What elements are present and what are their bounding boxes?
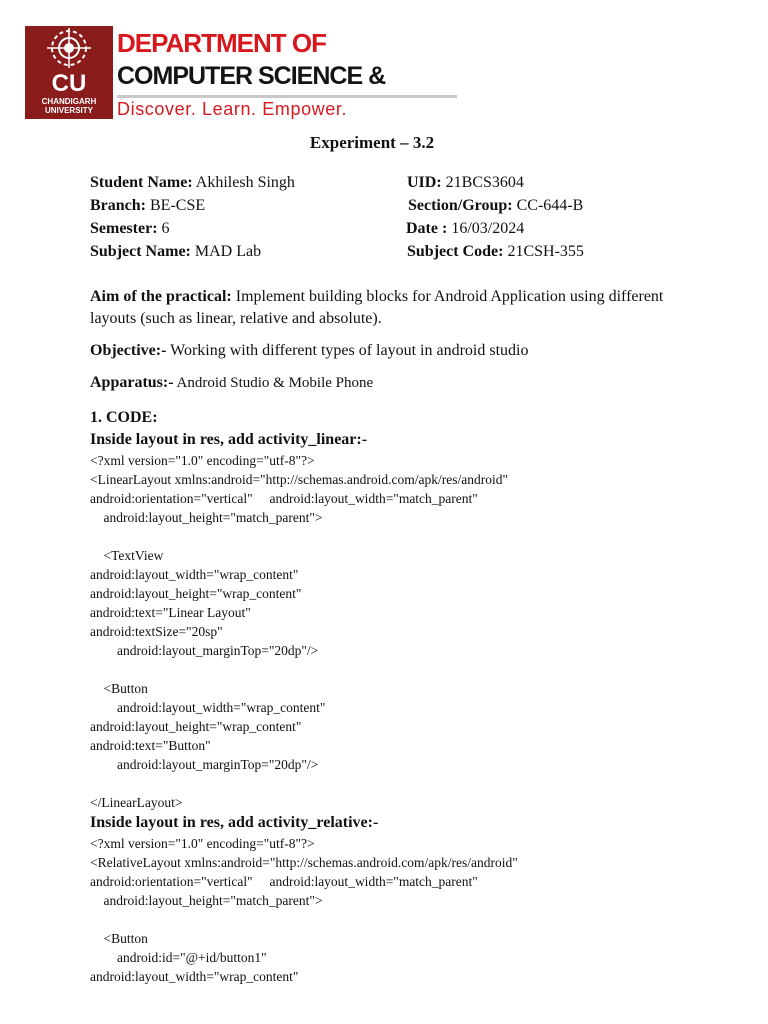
branch-value: BE-CSE <box>146 197 206 214</box>
section-field <box>408 197 583 215</box>
subject-name-value: MAD Lab <box>190 243 262 260</box>
info-row <box>90 220 730 243</box>
student-name-label: Student Name: <box>90 174 193 191</box>
code-line: android:layout_height="wrap_content" <box>90 586 302 601</box>
subject-code-field <box>407 243 584 261</box>
code-line: <Button <box>90 931 148 946</box>
department-title-line2: COMPUTER SCIENCE & <box>117 62 386 90</box>
aim-label: Aim of the practical: <box>90 288 232 305</box>
code-line: android:layout_marginTop="20dp"/> <box>90 643 319 658</box>
code-line: android:layout_width="wrap_content" <box>90 567 299 582</box>
section-value: CC-644-B <box>512 197 584 214</box>
code-line: android:text="Button" <box>90 738 211 753</box>
subject-code-value: 21CSH-355 <box>503 243 584 260</box>
code-line: android:layout_width="wrap_content" <box>90 700 326 715</box>
code-line: android:layout_height="wrap_content" <box>90 719 302 734</box>
code-line: <?xml version="1.0" encoding="utf-8"?> <box>90 836 315 851</box>
subject-name-field <box>90 243 261 261</box>
uid-value: 21BCS3604 <box>441 174 524 191</box>
code-line: android:layout_width="wrap_content" <box>90 969 299 984</box>
tagline: Discover. Learn. Empower. <box>117 99 348 119</box>
logo-cu-text: CU <box>51 70 87 97</box>
experiment-title: Experiment – 3.2 <box>309 133 435 152</box>
section-label: Section/Group: <box>408 197 513 214</box>
student-name-field <box>90 174 295 192</box>
code-line: android:layout_marginTop="20dp"/> <box>90 757 319 772</box>
code-line: android:orientation="vertical" android:layout_width="match_parent" <box>90 491 478 506</box>
code-line: android:layout_height="match_parent"> <box>90 893 323 908</box>
code-subheading: Inside layout in res, add activity_relative:- <box>90 814 379 831</box>
date-value: 16/03/2024 <box>447 220 525 237</box>
code-line: <?xml version="1.0" encoding="utf-8"?> <box>90 453 315 468</box>
code-block <box>90 429 730 986</box>
department-title-line1: DEPARTMENT OF <box>117 28 326 58</box>
semester-value: 6 <box>157 220 170 237</box>
semester-label: Semester: <box>90 220 158 237</box>
subject-code-label: Subject Code: <box>407 243 504 260</box>
code-heading: 1. CODE: <box>90 409 158 426</box>
code-line: android:orientation="vertical" android:layout_width="match_parent" <box>90 874 478 889</box>
info-row <box>90 174 730 197</box>
objective-text: Working with different types of layout in android studio <box>166 342 529 359</box>
code-line: <Button <box>90 681 148 696</box>
student-name-value: Akhilesh Singh <box>192 174 295 191</box>
objective-label: Objective:- <box>90 342 167 359</box>
date-label: Date : <box>406 220 448 237</box>
date-field <box>406 220 524 238</box>
emblem-icon <box>25 26 113 74</box>
header-divider <box>117 95 457 98</box>
code-line: <TextView <box>90 548 164 563</box>
code-section <box>90 407 730 986</box>
objective-paragraph <box>90 340 690 362</box>
branch-field <box>90 197 205 215</box>
code-line: android:layout_height="match_parent"> <box>90 510 323 525</box>
code-line: android:textSize="20sp" <box>90 624 223 639</box>
code-line <box>90 910 730 929</box>
code-line: <RelativeLayout xmlns:android="http://schemas.android.com/apk/res/android" <box>90 855 518 870</box>
subject-name-label: Subject Name: <box>90 243 191 260</box>
code-subheading: Inside layout in res, add activity_linear:- <box>90 431 368 448</box>
code-line: android:id="@+id/button1" <box>90 950 267 965</box>
uid-field <box>407 174 524 192</box>
page-header <box>25 26 465 122</box>
semester-field <box>90 220 170 238</box>
code-line: </LinearLayout> <box>90 795 183 810</box>
info-row <box>90 197 730 220</box>
code-line: <LinearLayout xmlns:android="http://schemas.android.com/apk/res/android" <box>90 472 509 487</box>
code-line: android:text="Linear Layout" <box>90 605 251 620</box>
apparatus-label: Apparatus:- <box>90 374 174 391</box>
apparatus-paragraph <box>90 372 690 394</box>
code-line <box>90 660 730 679</box>
code-line <box>90 527 730 546</box>
university-logo <box>25 26 113 119</box>
logo-university-text: CHANDIGARH UNIVERSITY <box>41 97 97 115</box>
code-line <box>90 774 730 793</box>
apparatus-text: Android Studio & Mobile Phone <box>173 375 374 391</box>
info-row <box>90 243 730 266</box>
aim-text: Implement building blocks for Android Application using different layouts (such as linear, relative and absolute). <box>90 288 664 327</box>
uid-label: UID: <box>407 174 442 191</box>
aim-paragraph <box>90 286 690 330</box>
student-info <box>90 174 730 266</box>
branch-label: Branch: <box>90 197 146 214</box>
